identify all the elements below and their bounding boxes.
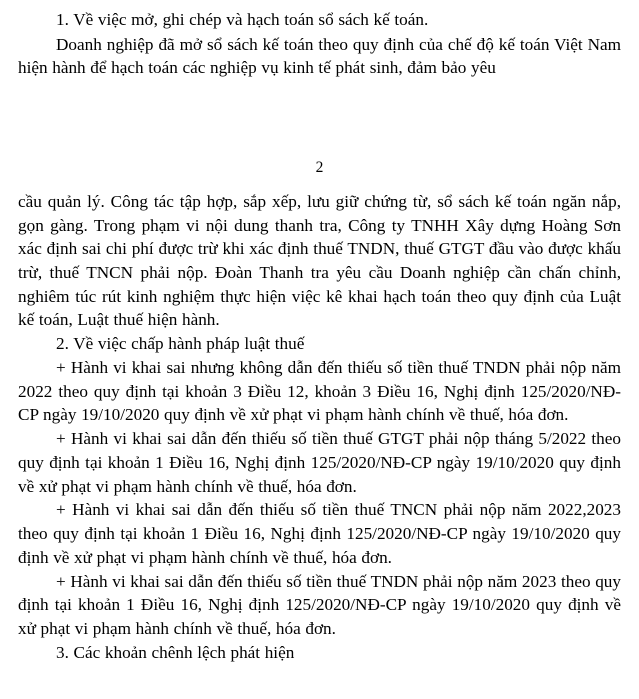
page-number: 2 [315, 159, 324, 177]
paragraph: 3. Các khoản chênh lệch phát hiện [56, 642, 295, 662]
page-top-text-block [0, 0, 639, 80]
paragraph: Doanh nghiệp đã mở sổ sách kế toán theo quy định của chế độ kế toán Việt Nam hiện hành để hạch toán các nghiệp vụ kinh tế phát sinh, đảm bảo yêu [18, 34, 621, 78]
paragraph: cầu quản lý. Công tác tập hợp, sắp xếp, lưu giữ chứng từ, sổ sách kế toán ngăn nắp, gọn gàng. Trong phạm vi nội dung thanh tra, Công ty TNHH Xây dựng Hoàng Sơn xác định sai chi phí được trừ khi xác định thuế TNDN, thuế GTGT đầu vào được khấu trừ, thuế TNCN phải nộp. Đoàn Thanh tra yêu cầu Doanh nghiệp cần chấn chỉnh, nghiêm túc rút kinh nghiệm thực hiện việc kê khai hạch toán theo quy định của Luật kế toán, Luật thuế hiện hành. [18, 191, 621, 330]
page-bottom-text-block [0, 190, 639, 665]
page-break-gap [0, 81, 639, 157]
paragraph: + Hành vi khai sai dẫn đến thiếu số tiền thuế TNDN phải nộp năm 2023 theo quy định tại khoản 1 Điều 16, Nghị định 125/2020/NĐ-CP ngày 19/10/2020 quy định về xử phạt vi phạm hành chính về thuế, hóa đơn. [18, 571, 621, 639]
paragraph: 1. Về việc mở, ghi chép và hạch toán sổ sách kế toán. [56, 10, 429, 29]
page-number-area [0, 157, 639, 190]
paragraph: + Hành vi khai sai dẫn đến thiếu số tiền thuế GTGT phải nộp tháng 5/2022 theo quy định tại khoản 1 Điều 16, Nghị định 125/2020/NĐ-CP ngày 19/10/2020 quy định về xử phạt vi phạm hành chính về thuế, hóa đơn. [18, 429, 621, 496]
paragraph: + Hành vi khai sai dẫn đến thiếu số tiền thuế TNCN phải nộp năm 2022,2023 theo quy định tại khoản 1 Điều 16, Nghị định 125/2020/NĐ-CP ngày 19/10/2020 quy định về xử phạt vi phạm hành chính về thuế, hóa đơn. [18, 500, 621, 567]
paragraph: + Hành vi khai sai nhưng không dẫn đến thiếu số tiền thuế TNDN phải nộp năm 2022 theo quy định tại khoản 3 Điều 12, khoản 3 Điều 16, Nghị định 125/2020/NĐ-CP ngày 19/10/2020 quy định về xử phạt vi phạm hành chính về thuế, hóa đơn. [18, 357, 621, 425]
paragraph: 2. Về việc chấp hành pháp luật thuế [56, 334, 305, 354]
